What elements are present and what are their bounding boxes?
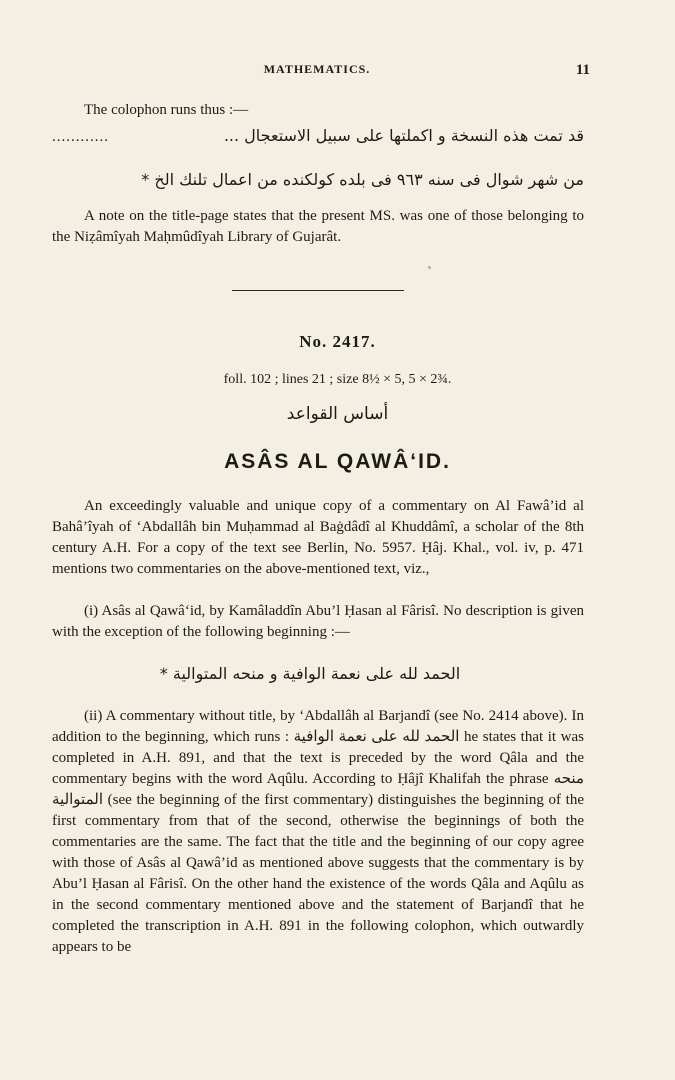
ellipsis-dots: ............ <box>52 129 109 145</box>
manuscript-details: foll. 102 ; lines 21 ; size 8½ × 5, 5 × 2¾. <box>223 372 452 387</box>
paragraph-second-commentary: (ii) A commentary without title, by ‘Abdallâh al Barjandî (see No. 2414 above). In addition to the beginning, which runs : الحمد لله على نعمة الوافية he states that it was completed in A.H. 891, and that the text is preceded by the word Qâla and the commentary begins with the word Aqûlu. According to Ḥâjî Khalifah the phrase منحه المتوالية (see the beginning of the first commentary) distinguishes the beginning of the first commentary from that of the second, otherwise the beginnings of both the commentaries are the same. The fact that the title and the beginning of our copy agree with those of Asâs al Qawâ’id as mentioned above suggests that the commentary is by Abu’l Ḥasan al Fârisî. On the other hand the existence of the words Qâla and Aqûlu as in the second commentary mentioned above and the statement of Barjandî that he completed the transcription in A.H. 891 in the following colophon, which outwardly appears to be <box>52 708 585 955</box>
arabic-beginning: الحمد لله على نعمة الوافية و منحه المتوالية * <box>159 664 461 683</box>
paper-speck <box>428 266 431 269</box>
entry-title: ASÂS AL QAWÂ‘ID. <box>224 450 451 473</box>
arabic-colophon-text-1: قد تمت هذه النسخة و اكملتها على سبيل الاستعجال ... <box>223 126 584 145</box>
arabic-colophon-text-2: من شهر شوال فى سنه ٩٦٣ فى بلده كولكنده من اعمال تلنك الخ * <box>141 170 584 189</box>
arabic-title: أساس القواعد <box>286 404 389 424</box>
paragraph-description: An exceedingly valuable and unique copy of a commentary on Al Fawâ’id al Bahâ’îyah of ‘Abdallâh bin Muḥammad al Baġdâdî al Khuddâmî, a scholar of the 8th century A.H. For a copy of the text see Berlin, No. 5957. Ḥâj. Khal., vol. iv, p. 471 mentions two commentaries on the above-mentioned text, viz., <box>52 498 584 577</box>
page-number: 11 <box>575 62 590 78</box>
entry-number: No. 2417. <box>299 332 376 351</box>
colophon-intro: The colophon runs thus :— <box>84 102 249 118</box>
running-head: MATHEMATICS. <box>263 62 371 76</box>
title-page-note: A note on the title-page states that the present MS. was one of those belonging to the Niẓâmîyah Maḥmûdîyah Library of Gujarât. <box>52 208 584 245</box>
section-divider <box>232 290 404 291</box>
colophon-arabic-line-1 <box>52 124 584 148</box>
paragraph-first-commentary: (i) Asâs al Qawâ‘id, by Kamâladdîn Abu’l Ḥasan al Fârisî. No description is given with the exception of the following beginning :— <box>52 603 584 640</box>
